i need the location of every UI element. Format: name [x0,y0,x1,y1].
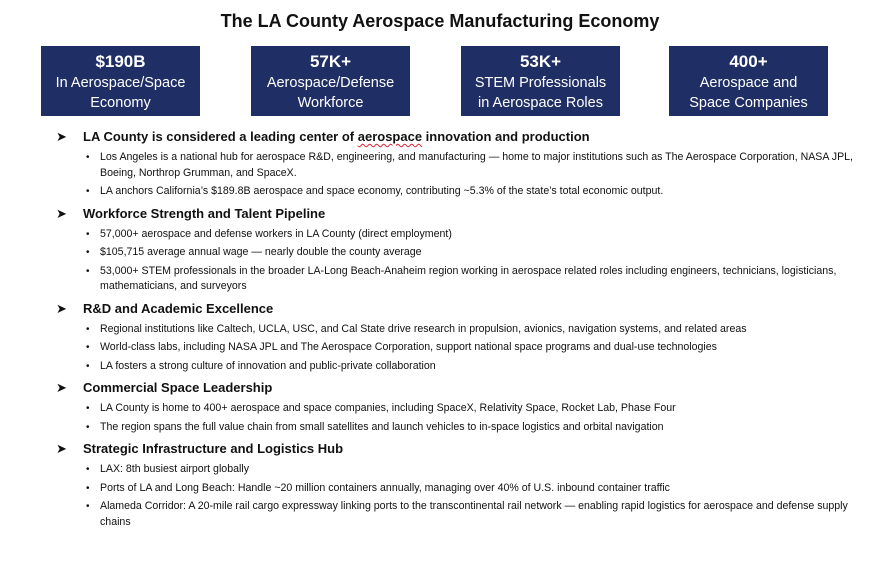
dot-bullet-icon: • [86,501,90,512]
dot-bullet-icon: • [86,482,90,494]
dot-bullet-icon: • [86,265,90,277]
stat-label-line1: Aerospace and [699,75,798,91]
list-item-text: Los Angeles is a national hub for aerospace R&D, engineering, and manufacturing — home to major institutions such as The Aerospace Corporation, NASA JPL, Boeing, Northrop Grumman, and SpaceX. [100,151,853,179]
list-item-text: LA fosters a strong culture of innovation and public-private collaboration [100,359,436,372]
list-item [56,322,856,338]
dot-bullet-icon: • [86,360,90,372]
arrowhead-bullet-icon: ➤ [56,300,67,316]
stat-label-line2: Economy [90,95,151,111]
arrowhead-bullet-icon: ➤ [56,441,67,456]
dot-bullet-icon: • [86,228,90,240]
stat-label-line2: in Aerospace Roles [478,95,603,111]
list-item [56,401,856,417]
stat-label-line1: STEM Professionals [474,75,607,91]
stat-label-line1: Aerospace/Defense [266,75,395,91]
stat-label-line2: Space Companies [689,95,808,111]
list-item-text: LA County is home to 400+ aerospace and space companies, including SpaceX, Relativity Space, Rocket Lab, Phase Four [100,402,676,414]
dot-bullet-icon: • [86,342,90,353]
dot-bullet-icon: • [86,152,90,163]
stat-cards [41,46,831,116]
dot-bullet-icon: • [86,421,90,433]
stat-value: 53K+ [519,52,562,71]
list-item [56,359,856,375]
section-title: Workforce Strength and Talent Pipeline [83,205,326,221]
section-title-part: innovation and production [422,129,590,144]
section-workforce [56,205,856,295]
list-item-text: $105,715 average annual wage — nearly double the county average [100,246,422,258]
section-commercial-space [56,379,856,435]
section-title: R&D and Academic Excellence [83,300,274,316]
list-item-text: The region spans the full value chain from small satellites and launch vehicles to in-space logistics and orbital navigation [100,420,664,433]
dot-bullet-icon: • [86,247,90,258]
list-item [56,245,856,261]
section-title: Commercial Space Leadership [83,380,273,395]
list-item-text: 53,000+ STEM professionals in the broader LA-Long Beach-Anaheim region working in aerospace related roles including engineers, technicians, logisticians, mathematicians, and surveyors [100,264,837,292]
page-title: The LA County Aerospace Manufacturing Economy [220,11,660,31]
list-item-text: Regional institutions like Caltech, UCLA, USC, and Cal State drive research in propulsion, avionics, navigation systems, and related areas [100,322,747,335]
dot-bullet-icon: • [86,323,90,335]
list-item-text: LAX: 8th busiest airport globally [100,463,249,475]
list-item [56,264,856,295]
dot-bullet-icon: • [86,464,90,475]
list-item [56,340,856,356]
list-item [56,150,856,181]
arrowhead-bullet-icon: ➤ [56,129,67,144]
section-title-part: LA County is considered a leading center of [83,129,358,144]
arrowhead-bullet-icon: ➤ [56,205,67,221]
section-infrastructure [56,440,856,530]
section-title: Strategic Infrastructure and Logistics Hub [83,441,344,456]
dot-bullet-icon: • [86,186,90,197]
list-item-text: 57,000+ aerospace and defense workers in LA County (direct employment) [100,227,452,240]
list-item [56,499,856,530]
section-rnd [56,300,856,375]
list-item-text: World-class labs, including NASA JPL and The Aerospace Corporation, support national space programs and dual-use technologies [100,341,717,353]
list-item [56,184,856,200]
list-item [56,462,856,478]
list-item-text: LA anchors California’s $189.8B aerospace and space economy, contributing ~5.3% of the state’s total economic output. [100,185,664,197]
list-item [56,420,856,436]
stat-value: 57K+ [309,52,352,71]
section-leading-center [56,128,856,200]
spellcheck-flagged-word: aerospace [357,129,423,144]
stat-card-workforce [251,46,410,116]
list-item [56,227,856,243]
stat-label-line1: In Aerospace/Space [55,75,186,91]
list-item [56,481,856,497]
stat-card-economy [41,46,200,116]
stat-value: $190B [95,52,146,71]
list-item-text: Ports of LA and Long Beach: Handle ~20 million containers annually, managing over 40% of U.S. inbound container traffic [100,481,670,494]
stat-label-line2: Workforce [297,95,364,111]
arrowhead-bullet-icon: ➤ [56,380,67,395]
stat-card-companies [669,46,828,116]
section-title [83,128,590,146]
list-item-text: Alameda Corridor: A 20-mile rail cargo expressway linking ports to the transcontinental rail network — enabling rapid logistics for aerospace and defense supply chains [100,500,848,528]
dot-bullet-icon: • [86,403,90,414]
stat-value: 400+ [729,52,768,71]
stat-card-stem [461,46,620,116]
content-sections [56,128,856,535]
